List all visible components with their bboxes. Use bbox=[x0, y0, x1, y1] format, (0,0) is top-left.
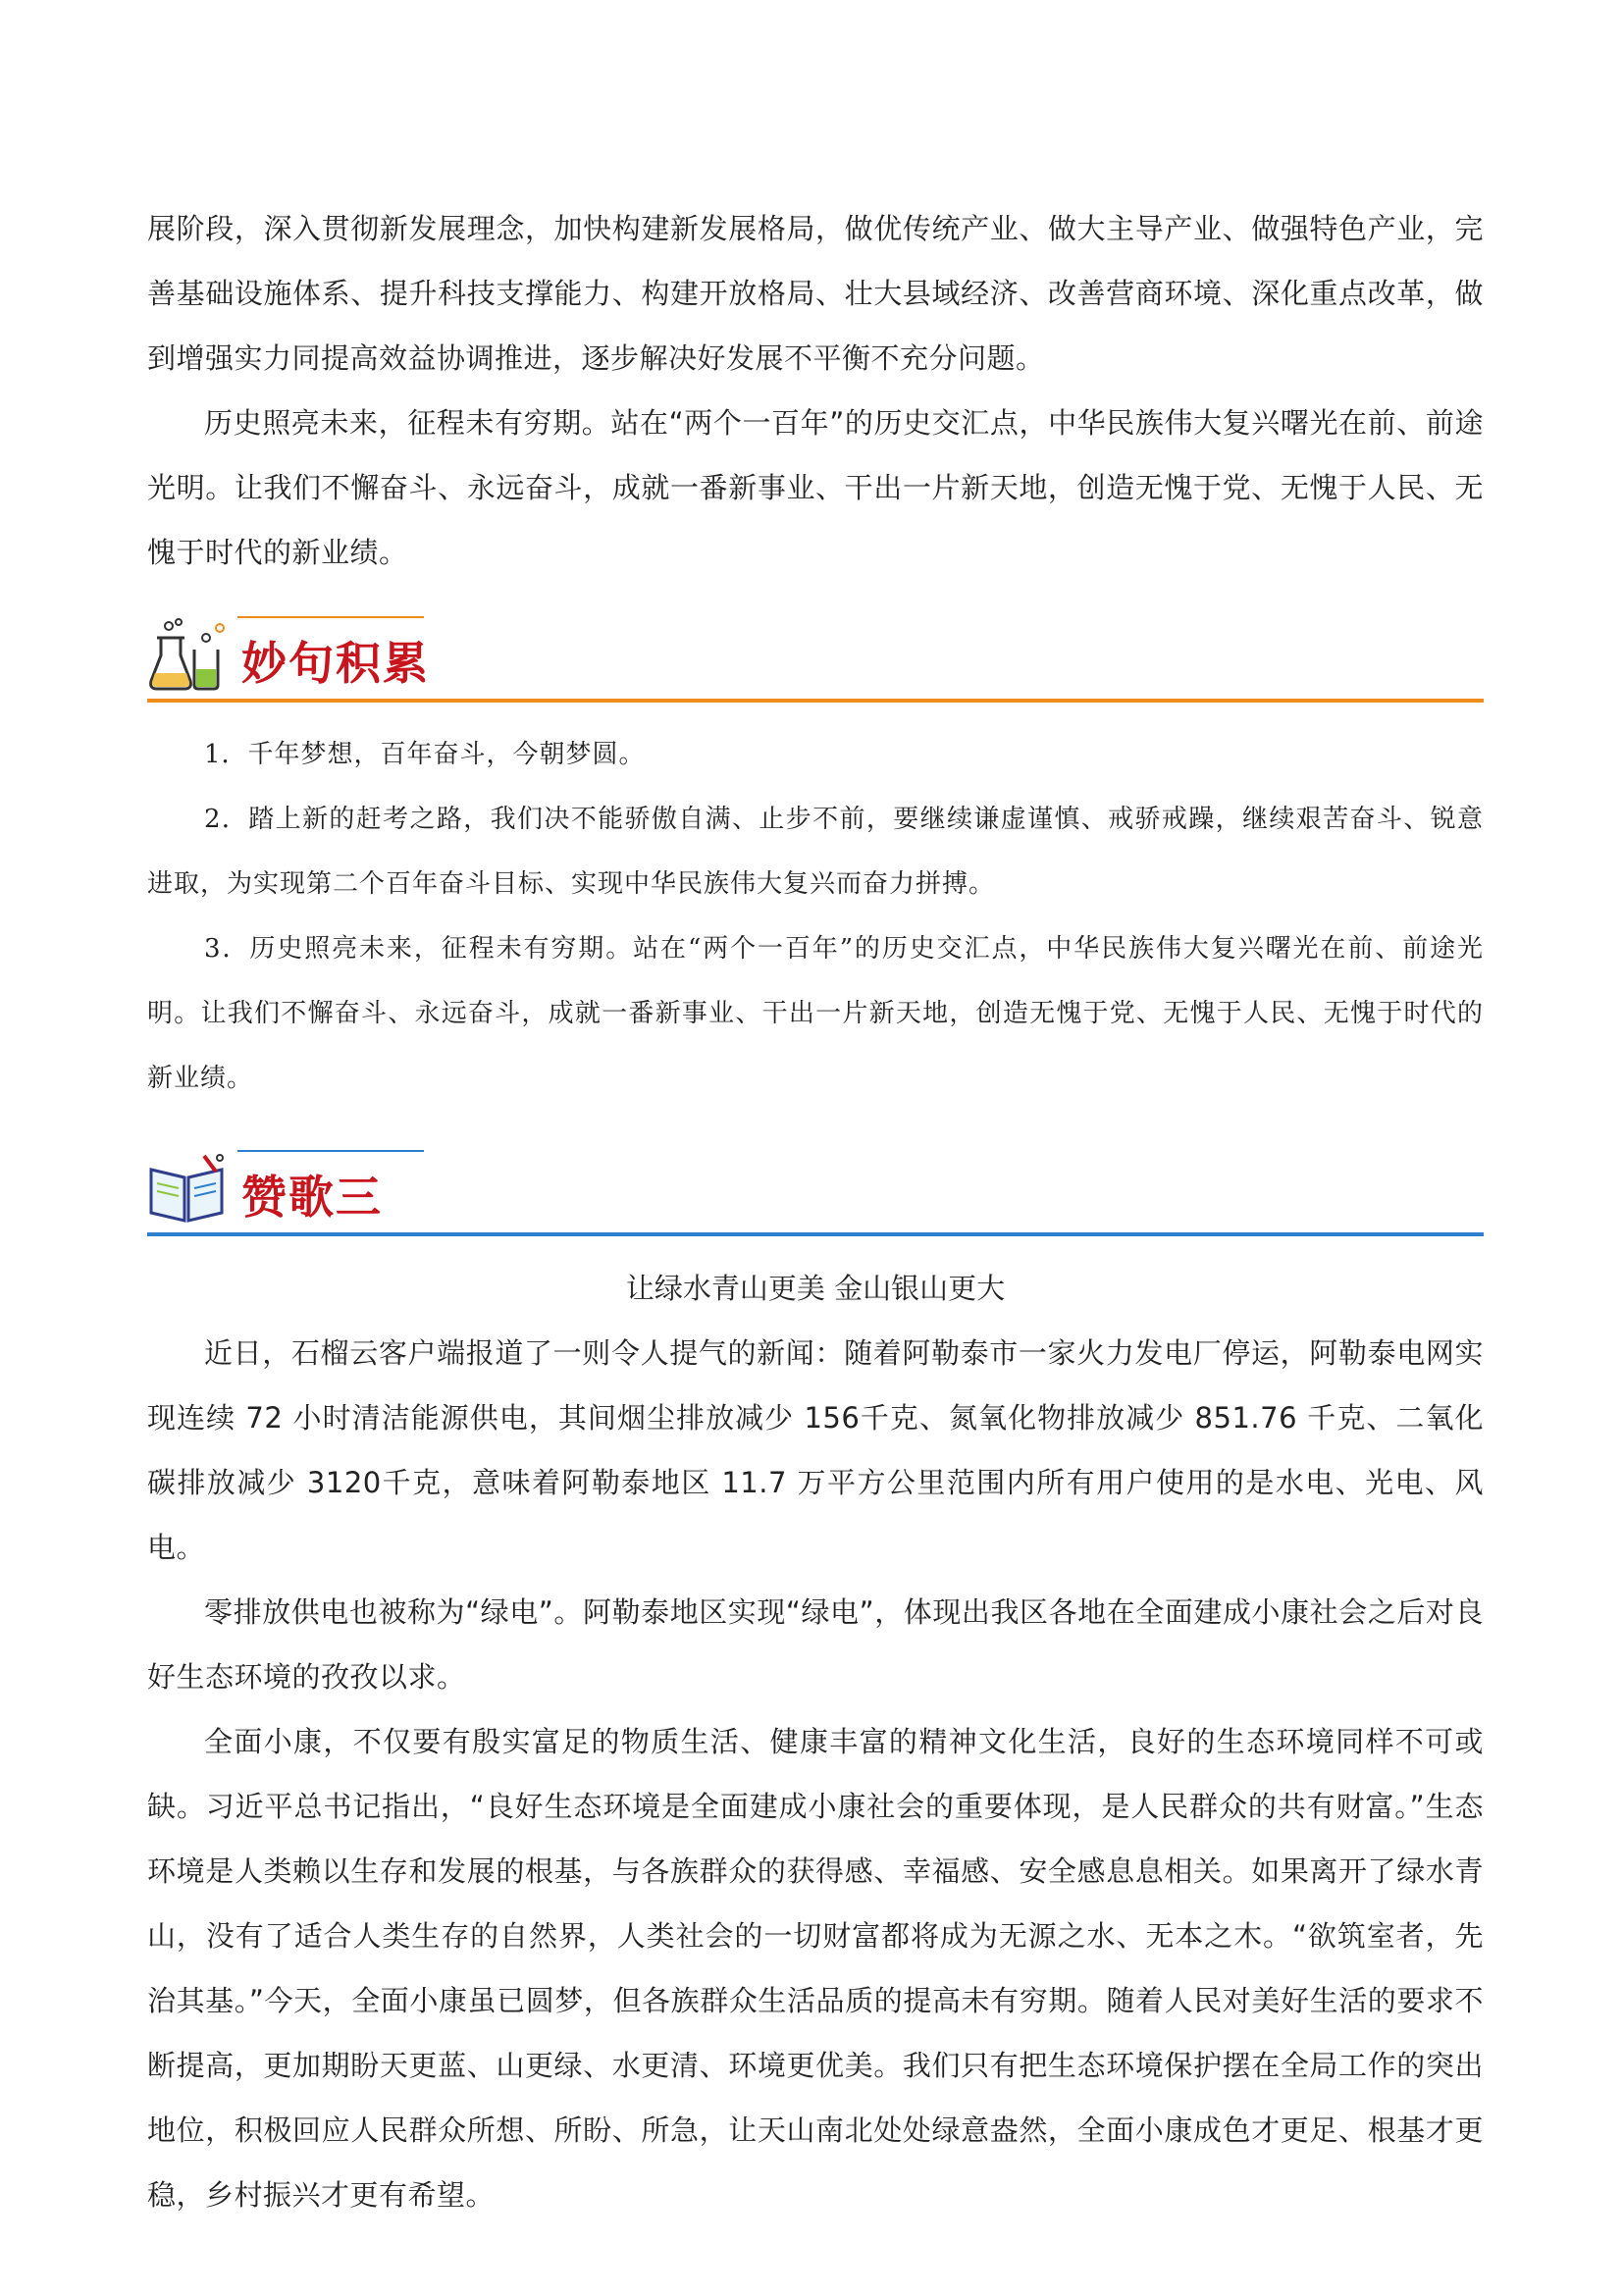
section-underline bbox=[147, 1232, 1484, 1236]
document-page bbox=[147, 196, 1484, 2227]
article-paragraph: 近日，石榴云客户端报道了一则令人提气的新闻：随着阿勒泰市一家火力发电厂停运，阿勒泰电网实现连续 72 小时清洁能源供电，其间烟尘排放减少 156千克、氮氧化物排放减少 851.76 千克、二氧化碳排放减少 3120千克，意味着阿勒泰地区 11.7 万平方公里范围内所有用户使用的是水电、光电、风电。 bbox=[147, 1336, 1484, 1564]
header-accent-line bbox=[237, 1150, 424, 1152]
quote-item: 3．历史照亮未来，征程未有穷期。站在“两个一百年”的历史交汇点，中华民族伟大复兴曙光在前、前途光明。让我们不懈奋斗、永远奋斗，成就一番新事业、干出一片新天地，创造无愧于党、无愧于人民、无愧于时代的新业绩。 bbox=[147, 934, 1484, 1093]
quotes-section-header bbox=[147, 606, 1484, 704]
intro-paragraph-1: 展阶段，深入贯彻新发展理念，加快构建新发展格局，做优传统产业、做大主导产业、做强特色产业，完善基础设施体系、提升科技支撑能力、构建开放格局、壮大县域经济、改善营商环境、深化重点改革，做到增强实力同提高效益协调推进，逐步解决好发展不平衡不充分问题。 bbox=[147, 212, 1484, 375]
header-accent-line bbox=[237, 616, 424, 618]
quote-item: 2．踏上新的赶考之路，我们决不能骄傲自满、止步不前，要继续谦虚谨慎、戒骄戒躁，继续艰苦奋斗、锐意进取，为实现第二个百年奋斗目标、实现中华民族伟大复兴而奋力拼搏。 bbox=[147, 805, 1484, 899]
article-paragraph: 全面小康，不仅要有殷实富足的物质生活、健康丰富的精神文化生活，良好的生态环境同样不可或缺。习近平总书记指出，“良好生态环境是全面建成小康社会的重要体现，是人民群众的共有财富。”生态环境是人类赖以生存和发展的根基，与各族群众的获得感、幸福感、安全感息息相关。如果离开了绿水青山，没有了适合人类生存的自然界，人类社会的一切财富都将成为无源之水、无本之木。“欲筑室者，先治其基。”今天，全面小康虽已圆梦，但各族群众生活品质的提高未有穷期。随着人民对美好生活的要求不断提高，更加期盼天更蓝、山更绿、水更清、环境更优美。我们只有把生态环境保护摆在全局工作的突出地位，积极回应人民群众所想、所盼、所急，让天山南北处处绿意盎然，全面小康成色才更足、根基才更稳，乡村振兴才更有希望。 bbox=[147, 1725, 1484, 2212]
intro-paragraph-2: 历史照亮未来，征程未有穷期。站在“两个一百年”的历史交汇点，中华民族伟大复兴曙光在前、前途光明。让我们不懈奋斗、永远奋斗，成就一番新事业、干出一片新天地，创造无愧于党、无愧于人民、无愧于时代的新业绩。 bbox=[147, 406, 1484, 569]
quote-list bbox=[147, 722, 1484, 1111]
article-title: 让绿水青山更美 金山银山更大 bbox=[625, 1272, 1006, 1305]
open-book-icon bbox=[147, 1150, 226, 1228]
praise-section-header bbox=[147, 1140, 1484, 1238]
section-title: 妙句积累 bbox=[241, 637, 430, 690]
section-underline bbox=[147, 699, 1484, 703]
article-paragraph: 零排放供电也被称为“绿电”。阿勒泰地区实现“绿电”，体现出我区各地在全面建成小康社会之后对良好生态环境的孜孜以求。 bbox=[147, 1595, 1484, 1694]
section-title: 赞歌三 bbox=[241, 1171, 383, 1224]
lab-flask-icon bbox=[147, 616, 226, 695]
quote-item: 1．千年梦想，百年奋斗，今朝梦圆。 bbox=[204, 740, 646, 769]
